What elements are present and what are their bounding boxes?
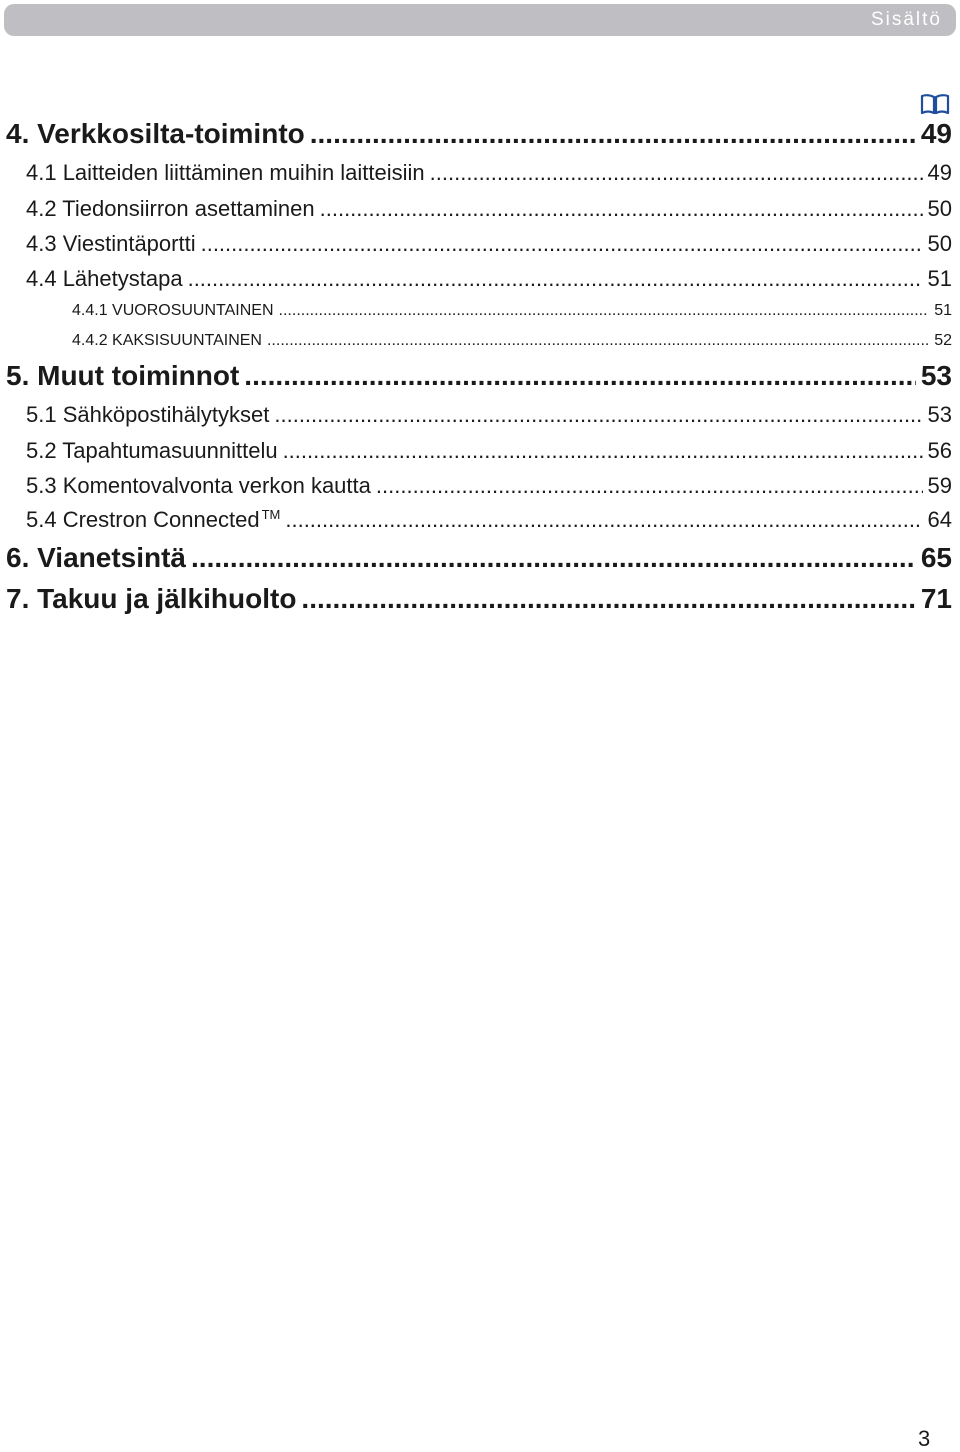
toc-entry-page: 71 bbox=[920, 583, 952, 614]
toc-entry[interactable] bbox=[6, 332, 952, 350]
page-number: 3 bbox=[918, 1426, 931, 1451]
toc-entry-page: 53 bbox=[927, 402, 952, 427]
toc-entry[interactable] bbox=[6, 118, 952, 150]
toc-entry-page: 64 bbox=[927, 507, 952, 532]
dot-leader bbox=[188, 266, 923, 292]
toc-entry-page: 52 bbox=[934, 332, 952, 349]
toc-entry[interactable] bbox=[6, 402, 952, 428]
trademark-superscript: TM bbox=[261, 507, 281, 522]
toc-entry-title: 4.2 Tiedonsiirron asettaminen bbox=[26, 196, 315, 221]
toc-entry-page: 56 bbox=[927, 438, 952, 463]
dot-leader bbox=[301, 583, 915, 615]
toc-entry[interactable] bbox=[6, 266, 952, 292]
dot-leader bbox=[320, 196, 923, 222]
toc-entry-title: 4.4 Lähetystapa bbox=[26, 266, 183, 291]
toc-entry-page: 65 bbox=[920, 542, 952, 573]
toc-entry-title bbox=[26, 507, 280, 533]
toc-entry[interactable] bbox=[6, 160, 952, 186]
toc-entry-page: 50 bbox=[927, 231, 952, 256]
toc-entry-title: 4.4.2 KAKSISUUNTAINEN bbox=[72, 332, 262, 349]
toc-entry-page: 51 bbox=[934, 302, 952, 319]
toc-entry-page: 49 bbox=[927, 160, 952, 185]
toc-entry-title: 4.3 Viestintäportti bbox=[26, 231, 196, 256]
toc-entry[interactable] bbox=[6, 196, 952, 222]
toc-entry-title: 5.1 Sähköpostihälytykset bbox=[26, 402, 270, 427]
toc-entry[interactable] bbox=[6, 473, 952, 499]
dot-leader bbox=[267, 332, 929, 350]
dot-leader bbox=[279, 302, 930, 320]
toc-entry[interactable] bbox=[6, 542, 952, 574]
dot-leader bbox=[274, 402, 922, 428]
toc-entry-title: 5. Muut toiminnot bbox=[6, 360, 240, 391]
toc-entry-page: 53 bbox=[920, 360, 952, 391]
toc-entry-title: 6. Vianetsintä bbox=[6, 542, 187, 573]
toc-entry-page: 50 bbox=[927, 196, 952, 221]
toc-entry[interactable] bbox=[6, 360, 952, 392]
toc-entry[interactable] bbox=[6, 302, 952, 320]
dot-leader bbox=[283, 438, 923, 464]
toc-entry[interactable] bbox=[6, 583, 952, 615]
toc-entry-title: 5.3 Komentovalvonta verkon kautta bbox=[26, 473, 371, 498]
toc-entry-title: 4.4.1 VUOROSUUNTAINEN bbox=[72, 302, 274, 319]
dot-leader bbox=[310, 118, 916, 150]
dot-leader bbox=[430, 160, 923, 186]
header-bar bbox=[4, 4, 956, 36]
toc-entry-page: 51 bbox=[927, 266, 952, 291]
toc-entry-title: 4.1 Laitteiden liittäminen muihin laitteisiin bbox=[26, 160, 425, 185]
toc-entry[interactable] bbox=[6, 507, 952, 533]
toc-entry-page: 49 bbox=[920, 118, 952, 149]
toc-entry-title-text: 5.4 Crestron Connected bbox=[26, 507, 260, 532]
toc-entry-page: 59 bbox=[927, 473, 952, 498]
dot-leader bbox=[376, 473, 923, 499]
toc-entry[interactable] bbox=[6, 231, 952, 257]
dot-leader bbox=[285, 507, 922, 533]
toc-entry[interactable] bbox=[6, 438, 952, 464]
toc-entry-title: 5.2 Tapahtumasuunnittelu bbox=[26, 438, 278, 463]
dot-leader bbox=[201, 231, 923, 257]
book-icon[interactable] bbox=[920, 92, 950, 116]
dot-leader bbox=[244, 360, 916, 392]
toc-entry-title: 7. Takuu ja jälkihuolto bbox=[6, 583, 297, 614]
header-title: Sisältö bbox=[870, 9, 942, 30]
dot-leader bbox=[191, 542, 916, 574]
toc-entry-title: 4. Verkkosilta-toiminto bbox=[6, 118, 305, 149]
